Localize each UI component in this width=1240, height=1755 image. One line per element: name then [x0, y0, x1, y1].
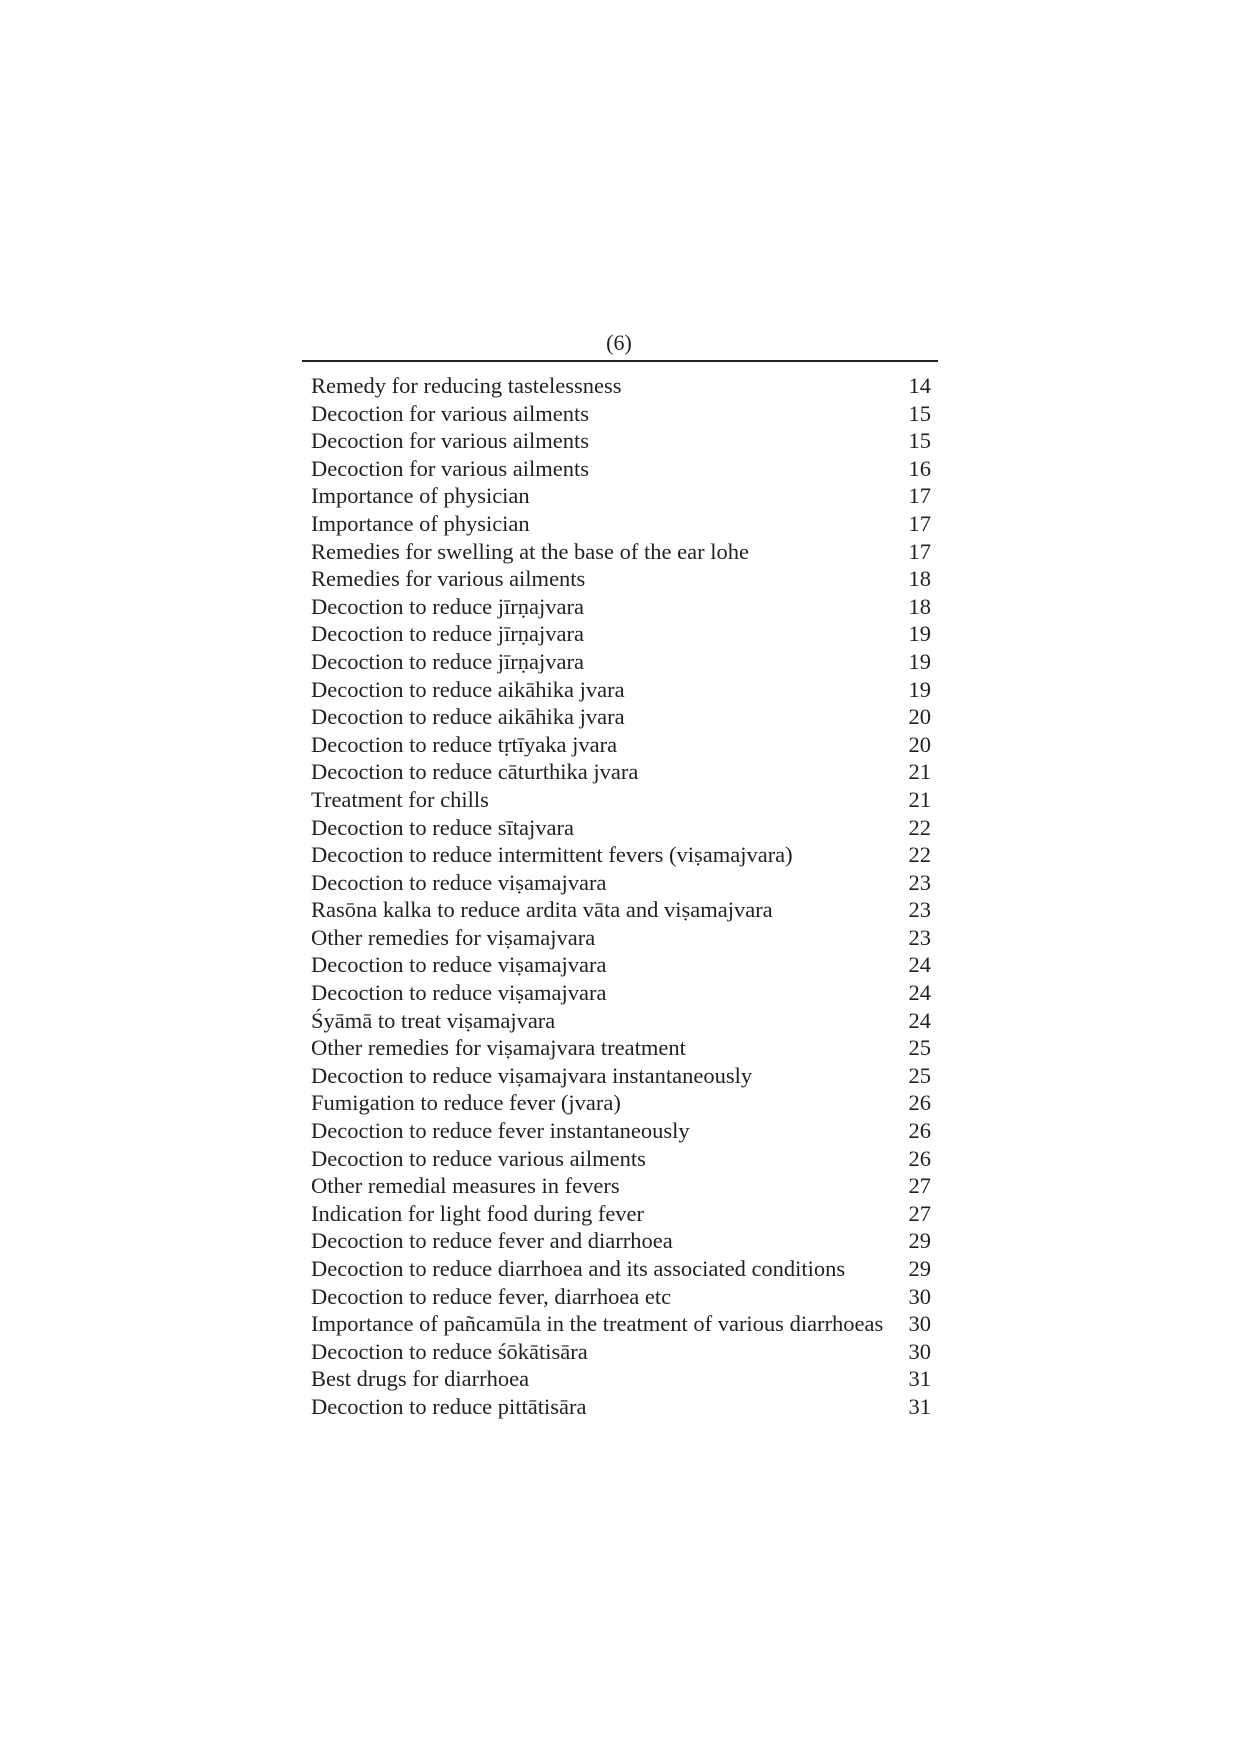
toc-entry-title: Decoction to reduce jīrṇajvara — [311, 593, 584, 619]
toc-entry-page: 14 — [908, 373, 931, 398]
toc-entry-page: 17 — [908, 538, 931, 564]
toc-entry-page: 20 — [908, 731, 931, 757]
toc-entry-title: Remedies for swelling at the base of the ear lohe — [311, 538, 749, 564]
toc-entry-page: 15 — [908, 428, 931, 454]
toc-entry-title: Decoction to reduce pittātisāra — [311, 1393, 587, 1419]
toc-entry — [311, 648, 931, 676]
toc-entry-title: Decoction for various ailments — [311, 428, 590, 454]
toc-entry-page: 30 — [908, 1311, 931, 1337]
toc-entry-page: 17 — [908, 510, 931, 536]
toc-entry — [311, 1145, 931, 1173]
toc-entry — [311, 1172, 931, 1200]
toc-entry-page: 15 — [908, 400, 931, 426]
toc-entry — [311, 482, 931, 510]
toc-entry-title: Other remedies for viṣamajvara treatment — [311, 1035, 686, 1061]
toc-entry — [311, 1393, 931, 1421]
toc-entry — [311, 455, 931, 483]
toc-entry-page: 18 — [908, 593, 931, 619]
toc-entry-page: 30 — [908, 1338, 931, 1364]
toc-entry — [311, 758, 931, 786]
toc-entry — [311, 951, 931, 979]
toc-entry-title: Decoction to reduce śōkātisāra — [311, 1338, 588, 1364]
toc-entry-title: Decoction to reduce jīrṇajvara — [311, 648, 584, 674]
toc-entry-title: Decoction to reduce viṣamajvara — [311, 869, 607, 895]
table-of-contents — [311, 372, 931, 1421]
page-number: (6) — [606, 330, 632, 355]
toc-entry — [311, 538, 931, 566]
toc-entry-page: 31 — [908, 1393, 931, 1419]
toc-entry-title: Decoction to reduce jīrṇajvara — [311, 621, 584, 647]
toc-entry-title: Treatment for chills — [311, 786, 489, 812]
toc-entry-title: Other remedial measures in fevers — [311, 1173, 620, 1199]
toc-entry-page: 27 — [908, 1200, 931, 1226]
toc-entry-page: 23 — [908, 924, 931, 950]
toc-entry-page: 26 — [908, 1090, 931, 1116]
toc-entry-title: Decoction to reduce various ailments — [311, 1145, 646, 1171]
toc-entry-page: 26 — [908, 1145, 931, 1171]
toc-entry-page: 30 — [908, 1283, 931, 1309]
toc-entry-page: 29 — [908, 1256, 931, 1281]
toc-entry-page: 26 — [908, 1118, 931, 1144]
toc-entry — [311, 1007, 931, 1035]
toc-entry-page: 25 — [908, 1035, 931, 1061]
toc-entry — [311, 1338, 931, 1366]
toc-entry-page: 19 — [908, 621, 931, 647]
toc-entry-title: Rasōna kalka to reduce ardita vāta and viṣamajvara — [311, 897, 773, 923]
toc-entry — [311, 786, 931, 814]
toc-entry-page: 16 — [908, 455, 931, 481]
toc-entry — [311, 924, 931, 952]
toc-entry-title: Śyāmā to treat viṣamajvara — [311, 1007, 556, 1033]
toc-entry — [311, 731, 931, 759]
toc-entry-page: 22 — [908, 842, 931, 868]
toc-entry-title: Decoction to reduce aikāhika jvara — [311, 704, 625, 730]
toc-entry — [311, 814, 931, 842]
toc-entry — [311, 1062, 931, 1090]
toc-entry-page: 22 — [908, 814, 931, 840]
toc-entry-title: Decoction to reduce viṣamajvara — [311, 980, 607, 1006]
toc-entry — [311, 979, 931, 1007]
toc-entry-page: 24 — [908, 980, 931, 1006]
toc-entry-title: Best drugs for diarrhoea — [311, 1366, 530, 1392]
toc-entry-title: Decoction to reduce tṛtīyaka jvara — [311, 731, 618, 757]
toc-entry — [311, 1227, 931, 1255]
toc-entry — [311, 372, 931, 400]
toc-entry-page: 18 — [908, 566, 931, 592]
header-rule — [302, 360, 938, 362]
toc-entry-title: Other remedies for viṣamajvara — [311, 924, 596, 950]
toc-entry — [311, 620, 931, 648]
toc-entry-title: Decoction to reduce sītajvara — [311, 814, 575, 840]
toc-entry — [311, 869, 931, 897]
toc-entry-title: Decoction to reduce diarrhoea and its associated conditions — [311, 1256, 846, 1281]
toc-entry-title: Decoction to reduce fever, diarrhoea etc — [311, 1283, 672, 1309]
toc-entry-title: Decoction for various ailments — [311, 455, 590, 481]
toc-entry-title: Decoction to reduce fever and diarrhoea — [311, 1228, 673, 1254]
toc-entry-page: 23 — [908, 869, 931, 895]
toc-entry-page: 29 — [908, 1228, 931, 1254]
toc-entry-title: Decoction to reduce aikāhika jvara — [311, 676, 625, 702]
toc-entry-page: 19 — [908, 676, 931, 702]
toc-entry-page: 21 — [908, 786, 931, 812]
toc-entry-title: Importance of pañcamūla in the treatment of various diarrhoeas — [311, 1311, 884, 1337]
toc-entry-title: Remedies for various ailments — [311, 566, 586, 592]
toc-entry-page: 23 — [908, 897, 931, 923]
toc-entry-page: 27 — [908, 1173, 931, 1199]
toc-entry-page: 17 — [908, 483, 931, 509]
toc-entry — [311, 1200, 931, 1228]
toc-entry-title: Decoction for various ailments — [311, 400, 590, 426]
toc-entry — [311, 510, 931, 538]
toc-entry — [311, 1283, 931, 1311]
toc-entry-title: Decoction to reduce viṣamajvara instantaneously — [311, 1062, 753, 1088]
toc-entry — [311, 703, 931, 731]
toc-entry-title: Decoction to reduce intermittent fevers (viṣamajvara) — [311, 842, 793, 868]
toc-entry — [311, 841, 931, 869]
toc-entry — [311, 565, 931, 593]
toc-entry — [311, 1310, 931, 1338]
toc-entry — [311, 676, 931, 704]
toc-entry-page: 24 — [908, 1007, 931, 1033]
toc-entry-page: 24 — [908, 952, 931, 978]
toc-entry-title: Decoction to reduce fever instantaneously — [311, 1118, 690, 1144]
toc-entry-title: Indication for light food during fever — [311, 1200, 645, 1226]
toc-entry-page: 31 — [908, 1366, 931, 1392]
toc-entry-page: 25 — [908, 1062, 931, 1088]
toc-entry-title: Importance of physician — [311, 483, 530, 509]
toc-entry-page: 20 — [908, 704, 931, 730]
toc-entry — [311, 1034, 931, 1062]
toc-entry-title: Decoction to reduce viṣamajvara — [311, 952, 607, 978]
toc-entry — [311, 427, 931, 455]
toc-entry-title: Decoction to reduce cāturthika jvara — [311, 759, 639, 785]
toc-entry — [311, 1255, 931, 1283]
toc-entry — [311, 896, 931, 924]
toc-entry-page: 21 — [908, 759, 931, 785]
toc-entry-title: Remedy for reducing tastelessness — [311, 373, 622, 398]
toc-entry — [311, 1365, 931, 1393]
toc-entry — [311, 1117, 931, 1145]
toc-entry — [311, 1089, 931, 1117]
toc-entry-title: Importance of physician — [311, 510, 530, 536]
toc-entry — [311, 400, 931, 428]
toc-entry — [311, 593, 931, 621]
toc-entry-title: Fumigation to reduce fever (jvara) — [311, 1090, 621, 1116]
toc-entry-page: 19 — [908, 648, 931, 674]
